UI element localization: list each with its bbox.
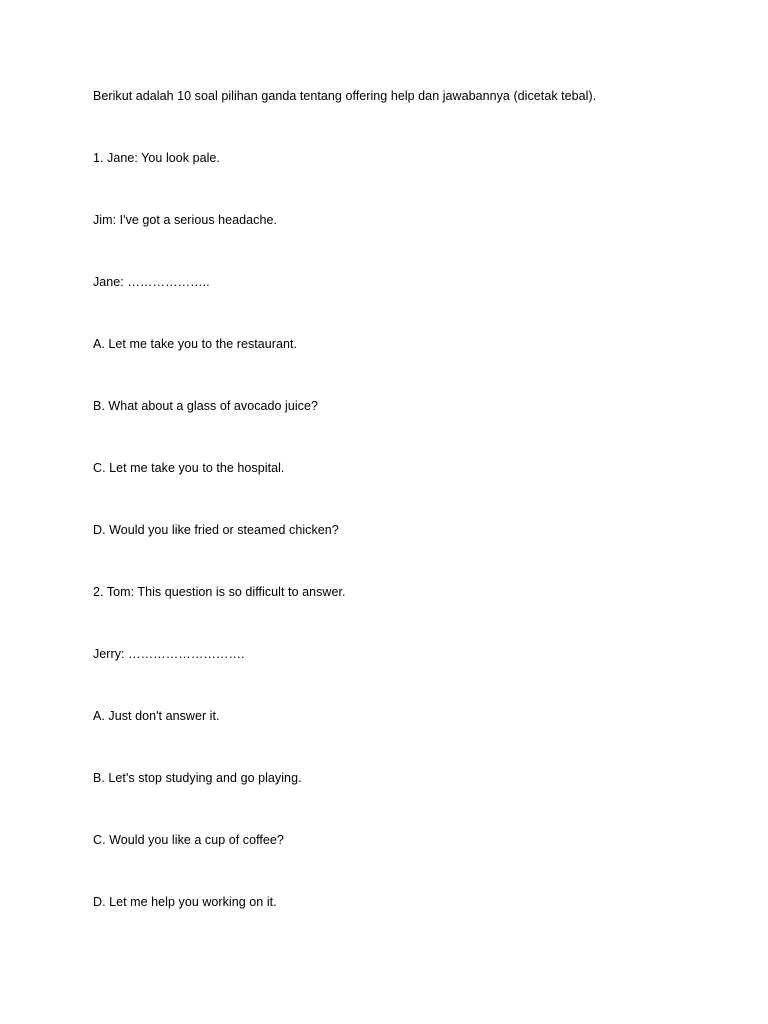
question-1-response: Jim: I've got a serious headache. bbox=[93, 213, 277, 227]
question-1-option-a: A. Let me take you to the restaurant. bbox=[93, 337, 298, 351]
question-1-option-d: D. Would you like fried or steamed chicken? bbox=[93, 523, 339, 537]
question-1-option-c: C. Let me take you to the hospital. bbox=[93, 461, 285, 475]
question-1-blank: Jane: ……………….. bbox=[93, 275, 210, 289]
question-2-option-b: B. Let's stop studying and go playing. bbox=[93, 771, 302, 785]
question-2-prompt: 2. Tom: This question is so difficult to answer. bbox=[93, 585, 346, 599]
question-1-option-b: B. What about a glass of avocado juice? bbox=[93, 399, 319, 413]
question-2-blank: Jerry: ………………………. bbox=[93, 647, 245, 661]
question-2-option-a: A. Just don't answer it. bbox=[93, 709, 220, 723]
question-1-prompt: 1. Jane: You look pale. bbox=[93, 151, 220, 165]
intro-text: Berikut adalah 10 soal pilihan ganda tentang offering help dan jawabannya (dicetak tebal). bbox=[93, 89, 597, 103]
question-2-option-d: D. Let me help you working on it. bbox=[93, 895, 277, 909]
question-2-option-c: C. Would you like a cup of coffee? bbox=[93, 833, 284, 847]
